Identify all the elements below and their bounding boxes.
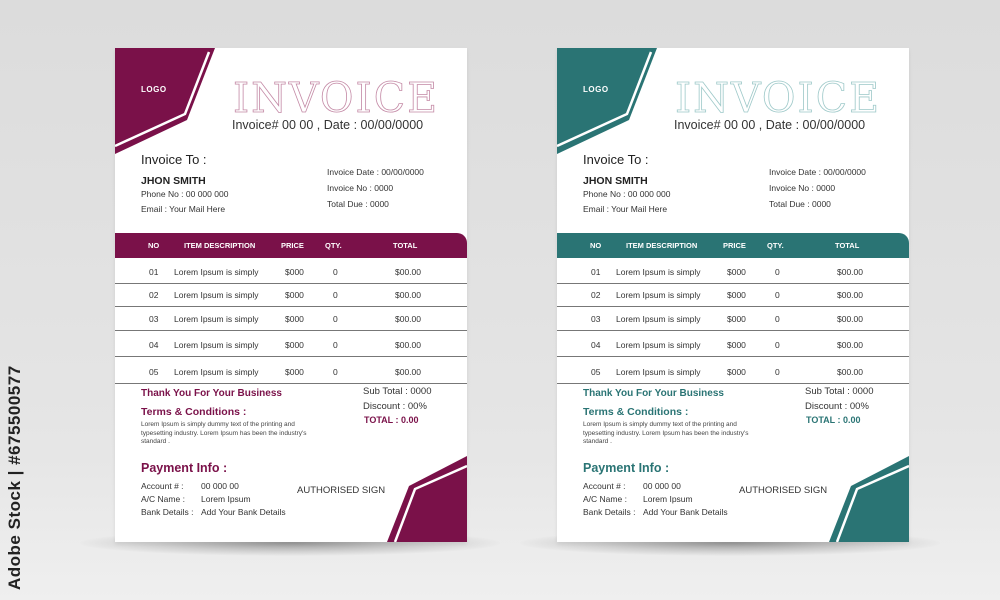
row-total: $00.00 bbox=[837, 367, 863, 377]
subtotal: Sub Total : 0000 bbox=[363, 386, 432, 397]
table-row bbox=[115, 260, 467, 284]
row-qty: 0 bbox=[333, 314, 338, 324]
ac-name-value: Lorem Ipsum bbox=[201, 494, 251, 504]
row-no: 04 bbox=[591, 340, 601, 350]
client-name: JHON SMITH bbox=[141, 175, 206, 187]
col-no: NO bbox=[590, 241, 602, 250]
row-qty: 0 bbox=[333, 367, 338, 377]
row-no: 03 bbox=[591, 314, 601, 324]
row-price: $000 bbox=[727, 314, 746, 324]
row-no: 03 bbox=[149, 314, 159, 324]
invoice-title: INVOICE bbox=[674, 74, 882, 122]
row-total: $00.00 bbox=[395, 290, 421, 300]
row-no: 02 bbox=[591, 290, 601, 300]
row-no: 02 bbox=[149, 290, 159, 300]
row-price: $000 bbox=[727, 340, 746, 350]
row-qty: 0 bbox=[775, 290, 780, 300]
col-qty: QTY. bbox=[767, 241, 784, 250]
account-label: Account # : bbox=[583, 481, 626, 491]
row-description: Lorem Ipsum is simply bbox=[174, 367, 259, 377]
col-total: TOTAL bbox=[393, 241, 418, 250]
invoice-no: Invoice No : 0000 bbox=[327, 183, 394, 193]
bank-details-value: Add Your Bank Details bbox=[643, 507, 728, 517]
row-qty: 0 bbox=[333, 290, 338, 300]
discount: Discount : 00% bbox=[363, 401, 427, 412]
row-qty: 0 bbox=[775, 340, 780, 350]
invoice-title: INVOICE bbox=[232, 74, 440, 122]
row-description: Lorem Ipsum is simply bbox=[174, 314, 259, 324]
account-value: 00 000 00 bbox=[643, 481, 681, 491]
col-qty: QTY. bbox=[325, 241, 342, 250]
table-row bbox=[557, 307, 909, 331]
row-description: Lorem Ipsum is simply bbox=[616, 314, 701, 324]
row-no: 05 bbox=[591, 367, 601, 377]
table-row bbox=[557, 283, 909, 307]
table-row bbox=[115, 360, 467, 384]
row-description: Lorem Ipsum is simply bbox=[616, 367, 701, 377]
table-row bbox=[557, 260, 909, 284]
invoice-sheet bbox=[115, 48, 467, 542]
row-qty: 0 bbox=[775, 367, 780, 377]
grand-total: TOTAL : 0.00 bbox=[364, 415, 419, 425]
invoice-no: Invoice No : 0000 bbox=[769, 183, 836, 193]
row-qty: 0 bbox=[775, 267, 780, 277]
client-phone: Phone No : 00 000 000 bbox=[583, 189, 671, 199]
row-total: $00.00 bbox=[837, 314, 863, 324]
authorised-sign: AUTHORISED SIGN bbox=[297, 485, 386, 496]
row-price: $000 bbox=[285, 267, 304, 277]
client-phone: Phone No : 00 000 000 bbox=[141, 189, 229, 199]
bank-details-label: Bank Details : bbox=[141, 507, 194, 517]
row-price: $000 bbox=[285, 367, 304, 377]
table-row bbox=[557, 360, 909, 384]
table-header bbox=[557, 233, 909, 258]
bank-details-value: Add Your Bank Details bbox=[201, 507, 286, 517]
terms-text: Lorem Ipsum is simply dummy text of the printing and typesetting industry. Lorem Ipsum has been the industry's standard . bbox=[583, 421, 749, 445]
subtotal: Sub Total : 0000 bbox=[805, 386, 874, 397]
col-no: NO bbox=[148, 241, 160, 250]
account-value: 00 000 00 bbox=[201, 481, 239, 491]
row-description: Lorem Ipsum is simply bbox=[616, 290, 701, 300]
invoice-to-label: Invoice To : bbox=[583, 152, 649, 167]
col-description: ITEM DESCRIPTION bbox=[184, 241, 256, 250]
row-no: 05 bbox=[149, 367, 159, 377]
row-price: $000 bbox=[727, 367, 746, 377]
row-total: $00.00 bbox=[837, 267, 863, 277]
ac-name-label: A/C Name : bbox=[583, 494, 627, 504]
client-email: Email : Your Mail Here bbox=[141, 204, 226, 214]
row-price: $000 bbox=[727, 267, 746, 277]
total-due: Total Due : 0000 bbox=[327, 199, 389, 209]
thank-you-text: Thank You For Your Business bbox=[583, 388, 724, 399]
table-header bbox=[115, 233, 467, 258]
row-no: 01 bbox=[591, 267, 601, 277]
grand-total: TOTAL : 0.00 bbox=[806, 415, 861, 425]
row-qty: 0 bbox=[775, 314, 780, 324]
row-price: $000 bbox=[285, 290, 304, 300]
invoice-date: Invoice Date : 00/00/0000 bbox=[769, 167, 866, 177]
payment-info-label: Payment Info : bbox=[583, 461, 670, 475]
invoice-sheet bbox=[557, 48, 909, 542]
row-description: Lorem Ipsum is simply bbox=[174, 340, 259, 350]
row-description: Lorem Ipsum is simply bbox=[616, 340, 701, 350]
invoice-to-label: Invoice To : bbox=[141, 152, 207, 167]
row-description: Lorem Ipsum is simply bbox=[616, 267, 701, 277]
table-row bbox=[115, 307, 467, 331]
invoice-number-date: Invoice# 00 00 , Date : 00/00/0000 bbox=[674, 118, 866, 132]
row-description: Lorem Ipsum is simply bbox=[174, 290, 259, 300]
table-row bbox=[115, 333, 467, 357]
col-total: TOTAL bbox=[835, 241, 860, 250]
discount: Discount : 00% bbox=[805, 401, 869, 412]
row-total: $00.00 bbox=[395, 367, 421, 377]
row-total: $00.00 bbox=[395, 314, 421, 324]
authorised-sign: AUTHORISED SIGN bbox=[739, 485, 828, 496]
terms-text: Lorem Ipsum is simply dummy text of the printing and typesetting industry. Lorem Ipsum has been the industry's standard . bbox=[141, 421, 307, 445]
terms-label: Terms & Conditions : bbox=[583, 406, 689, 418]
stock-id-label: Adobe Stock | #675500577 bbox=[5, 365, 24, 590]
ac-name-value: Lorem Ipsum bbox=[643, 494, 693, 504]
col-price: PRICE bbox=[281, 241, 304, 250]
total-due: Total Due : 0000 bbox=[769, 199, 831, 209]
client-name: JHON SMITH bbox=[583, 175, 648, 187]
bank-details-label: Bank Details : bbox=[583, 507, 636, 517]
terms-label: Terms & Conditions : bbox=[141, 406, 247, 418]
row-no: 04 bbox=[149, 340, 159, 350]
invoice-date: Invoice Date : 00/00/0000 bbox=[327, 167, 424, 177]
row-price: $000 bbox=[285, 340, 304, 350]
row-total: $00.00 bbox=[837, 340, 863, 350]
table-row bbox=[115, 283, 467, 307]
table-row bbox=[557, 333, 909, 357]
invoice-number-date: Invoice# 00 00 , Date : 00/00/0000 bbox=[232, 118, 424, 132]
ac-name-label: A/C Name : bbox=[141, 494, 185, 504]
payment-info-label: Payment Info : bbox=[141, 461, 228, 475]
row-description: Lorem Ipsum is simply bbox=[174, 267, 259, 277]
row-total: $00.00 bbox=[395, 340, 421, 350]
row-no: 01 bbox=[149, 267, 159, 277]
client-email: Email : Your Mail Here bbox=[583, 204, 668, 214]
row-price: $000 bbox=[727, 290, 746, 300]
thank-you-text: Thank You For Your Business bbox=[141, 388, 282, 399]
col-description: ITEM DESCRIPTION bbox=[626, 241, 698, 250]
row-qty: 0 bbox=[333, 267, 338, 277]
row-total: $00.00 bbox=[395, 267, 421, 277]
row-total: $00.00 bbox=[837, 290, 863, 300]
logo: LOGO bbox=[141, 85, 167, 94]
row-qty: 0 bbox=[333, 340, 338, 350]
logo: LOGO bbox=[583, 85, 609, 94]
row-price: $000 bbox=[285, 314, 304, 324]
account-label: Account # : bbox=[141, 481, 184, 491]
col-price: PRICE bbox=[723, 241, 746, 250]
